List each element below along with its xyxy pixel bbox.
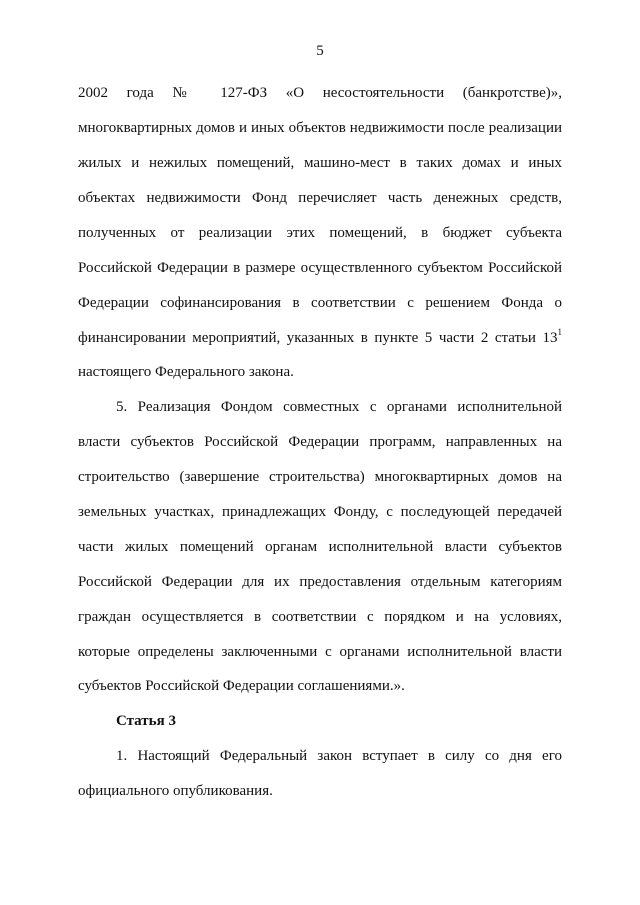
text-line: 1. Настоящий Федеральный закон вступает в силу со дня его [116, 748, 562, 764]
text-line: части жилых помещений органам исполнительной власти субъектов [78, 539, 562, 555]
text-line: граждан осуществляется в соответствии с порядком и на условиях, [78, 609, 562, 625]
page-number: 5 [316, 43, 324, 59]
text-line-with-footnote [78, 329, 562, 347]
text-line: 2002 года № 127-ФЗ «О несостоятельности (банкротстве)», [78, 85, 562, 101]
text-line: строительство (завершение строительства) многоквартирных домов на [78, 469, 562, 485]
text-line: власти субъектов Российской Федерации программ, направленных на [78, 434, 562, 450]
text-line: 5. Реализация Фондом совместных с органами исполнительной [116, 399, 562, 415]
text-line: земельных участках, принадлежащих Фонду, с последующей передачей [78, 504, 562, 520]
text-line: которые определены заключенными с органами исполнительной власти [78, 644, 562, 660]
text-fragment: финансировании мероприятий, указанных в пункте 5 части 2 статьи 13 [78, 330, 558, 346]
text-line: многоквартирных домов и иных объектов недвижимости после реализации [78, 120, 562, 136]
article-heading: Статья 3 [116, 713, 176, 729]
text-line: объектах недвижимости Фонд перечисляет часть денежных средств, [78, 190, 562, 206]
text-line: жилых и нежилых помещений, машино-мест в таких домах и иных [78, 155, 562, 171]
text-line: субъектов Российской Федерации соглашениями.». [78, 678, 405, 694]
text-line: полученных от реализации этих помещений, в бюджет субъекта [78, 225, 562, 241]
footnote-mark: 1 [557, 327, 562, 337]
text-line: Федерации софинансирования в соответствии с решением Фонда о [78, 295, 562, 311]
text-line: Российской Федерации в размере осуществленного субъектом Российской [78, 260, 562, 276]
text-line: Российской Федерации для их предоставления отдельным категориям [78, 574, 562, 590]
text-line: официального опубликования. [78, 783, 273, 799]
text-line: настоящего Федерального закона. [78, 364, 294, 380]
